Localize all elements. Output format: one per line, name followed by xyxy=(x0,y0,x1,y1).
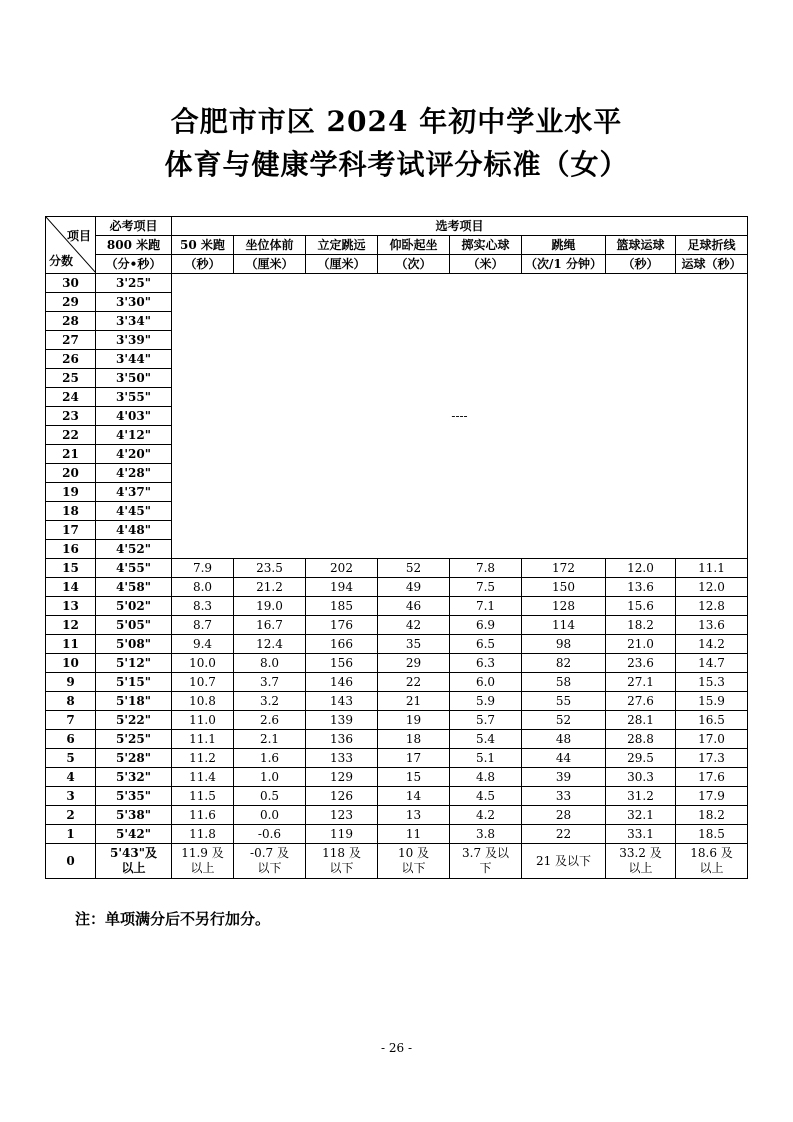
value-cell: 13 xyxy=(378,806,450,825)
value-cell: 5'42" xyxy=(96,825,172,844)
run800-cell: 4'28" xyxy=(96,464,172,483)
value-cell: 5'08" xyxy=(96,635,172,654)
value-cell: 17.3 xyxy=(676,749,748,768)
header-row-2 xyxy=(46,236,748,255)
value-cell: 123 xyxy=(306,806,378,825)
value-cell: 0.0 xyxy=(234,806,306,825)
value-cell: 156 xyxy=(306,654,378,673)
page-number: - 26 - xyxy=(380,1041,412,1055)
value-cell: 35 xyxy=(378,635,450,654)
value-cell: 11.4 xyxy=(172,768,234,787)
value-cell: 11.0 xyxy=(172,711,234,730)
value-cell: 4.8 xyxy=(450,768,522,787)
value-cell: 8.7 xyxy=(172,616,234,635)
value-cell: 28.8 xyxy=(606,730,676,749)
score-cell xyxy=(46,844,96,879)
score-cell: 2 xyxy=(46,806,96,825)
title-line-2: 体育与健康学科考试评分标准（女） xyxy=(164,148,629,181)
value-cell: 4'58" xyxy=(96,578,172,597)
score-cell: 20 xyxy=(46,464,96,483)
value-cell: 15.6 xyxy=(606,597,676,616)
value-cell: 126 xyxy=(306,787,378,806)
corner-label-score: 分数 xyxy=(49,254,74,268)
value-cell: 49 xyxy=(378,578,450,597)
value-cell: 0.5 xyxy=(234,787,306,806)
table-row xyxy=(46,274,748,293)
value-cell: 52 xyxy=(522,711,606,730)
threshold-line-1: 18.6 及 xyxy=(690,846,733,860)
score-cell: 10 xyxy=(46,654,96,673)
value-cell: 5'35" xyxy=(96,787,172,806)
table-row xyxy=(46,787,748,806)
threshold-line-2: 以上 xyxy=(628,861,653,875)
run800-cell: 4'48" xyxy=(96,521,172,540)
column-unit: （厘米） xyxy=(306,255,378,274)
value-cell: 13.6 xyxy=(606,578,676,597)
table-row xyxy=(46,578,748,597)
threshold-line-2: 以上 xyxy=(699,861,724,875)
corner-label-item: 项目 xyxy=(66,229,91,243)
score-cell: 27 xyxy=(46,331,96,350)
value-cell: 52 xyxy=(378,559,450,578)
threshold-line-1: 10 及 xyxy=(397,846,430,860)
value-cell: 17 xyxy=(378,749,450,768)
table-row-zero xyxy=(46,844,748,879)
value-cell: 3.8 xyxy=(450,825,522,844)
run800-cell: 3'34" xyxy=(96,312,172,331)
no-standard-placeholder: ---- xyxy=(172,274,748,559)
value-cell: 12.8 xyxy=(676,597,748,616)
value-cell: 11.8 xyxy=(172,825,234,844)
value-cell: 48 xyxy=(522,730,606,749)
threshold-line-1: 0 xyxy=(66,853,75,868)
value-cell: 11.1 xyxy=(676,559,748,578)
value-cell: 18.5 xyxy=(676,825,748,844)
value-cell: 12.0 xyxy=(676,578,748,597)
value-cell: 11 xyxy=(378,825,450,844)
table-row xyxy=(46,654,748,673)
value-cell: 129 xyxy=(306,768,378,787)
value-cell: 21.0 xyxy=(606,635,676,654)
threshold-cell xyxy=(450,844,522,879)
value-cell: 31.2 xyxy=(606,787,676,806)
value-cell: 98 xyxy=(522,635,606,654)
score-cell: 28 xyxy=(46,312,96,331)
column-unit: （次） xyxy=(378,255,450,274)
value-cell: 1.0 xyxy=(234,768,306,787)
scoring-table xyxy=(45,216,748,879)
run800-cell: 3'30" xyxy=(96,293,172,312)
value-cell: 114 xyxy=(522,616,606,635)
value-cell: 166 xyxy=(306,635,378,654)
score-cell: 29 xyxy=(46,293,96,312)
value-cell: 27.1 xyxy=(606,673,676,692)
table-row xyxy=(46,806,748,825)
corner-cell xyxy=(46,217,96,274)
column-header: 掷实心球 xyxy=(450,236,522,255)
value-cell: 4'55" xyxy=(96,559,172,578)
run800-cell: 4'52" xyxy=(96,540,172,559)
value-cell: 23.6 xyxy=(606,654,676,673)
score-cell: 5 xyxy=(46,749,96,768)
value-cell: 8.0 xyxy=(234,654,306,673)
threshold-line-2: 以下 xyxy=(257,861,282,875)
table-row xyxy=(46,673,748,692)
value-cell: 3.7 xyxy=(234,673,306,692)
value-cell: 3.2 xyxy=(234,692,306,711)
table-row xyxy=(46,825,748,844)
table-row xyxy=(46,616,748,635)
value-cell: 17.0 xyxy=(676,730,748,749)
score-cell: 18 xyxy=(46,502,96,521)
value-cell: 18.2 xyxy=(606,616,676,635)
score-cell: 9 xyxy=(46,673,96,692)
threshold-line-2: 以下 xyxy=(401,861,426,875)
value-cell: 33.1 xyxy=(606,825,676,844)
column-header: 坐位体前 xyxy=(234,236,306,255)
value-cell: 6.9 xyxy=(450,616,522,635)
value-cell: 9.4 xyxy=(172,635,234,654)
value-cell: 5.9 xyxy=(450,692,522,711)
value-cell: 58 xyxy=(522,673,606,692)
score-cell: 7 xyxy=(46,711,96,730)
column-header: 仰卧起坐 xyxy=(378,236,450,255)
threshold-line-1: -0.7 及 xyxy=(250,846,289,860)
column-unit: 运球（秒） xyxy=(676,255,748,274)
value-cell: 5'15" xyxy=(96,673,172,692)
column-unit: （次/1 分钟） xyxy=(522,255,606,274)
value-cell: 5'05" xyxy=(96,616,172,635)
score-cell: 11 xyxy=(46,635,96,654)
value-cell: 12.0 xyxy=(606,559,676,578)
threshold-line-2: 以上 xyxy=(121,861,146,875)
value-cell: 5.1 xyxy=(450,749,522,768)
value-cell: 21 xyxy=(378,692,450,711)
header-row-1 xyxy=(46,217,748,236)
value-cell: 194 xyxy=(306,578,378,597)
threshold-cell xyxy=(172,844,234,879)
value-cell: 33 xyxy=(522,787,606,806)
value-cell: 8.3 xyxy=(172,597,234,616)
run800-cell: 3'25" xyxy=(96,274,172,293)
value-cell: 146 xyxy=(306,673,378,692)
column-header: 立定跳远 xyxy=(306,236,378,255)
value-cell: 46 xyxy=(378,597,450,616)
value-cell: 5'12" xyxy=(96,654,172,673)
table-row xyxy=(46,692,748,711)
threshold-line-1: 118 及 xyxy=(322,846,361,860)
value-cell: 176 xyxy=(306,616,378,635)
value-cell: 1.6 xyxy=(234,749,306,768)
value-cell: 10.8 xyxy=(172,692,234,711)
value-cell: 6.3 xyxy=(450,654,522,673)
value-cell: 5'38" xyxy=(96,806,172,825)
score-cell: 1 xyxy=(46,825,96,844)
value-cell: 14.2 xyxy=(676,635,748,654)
table-row xyxy=(46,711,748,730)
required-group-header: 必考项目 xyxy=(96,217,172,236)
run800-cell: 3'39" xyxy=(96,331,172,350)
value-cell: 143 xyxy=(306,692,378,711)
score-cell: 17 xyxy=(46,521,96,540)
score-cell: 19 xyxy=(46,483,96,502)
footnote: 注：单项满分后不另行加分。 xyxy=(75,910,271,928)
value-cell: 21.2 xyxy=(234,578,306,597)
value-cell: 15 xyxy=(378,768,450,787)
threshold-cell xyxy=(96,844,172,879)
value-cell: 172 xyxy=(522,559,606,578)
value-cell: 139 xyxy=(306,711,378,730)
value-cell: 5'02" xyxy=(96,597,172,616)
value-cell: 15.3 xyxy=(676,673,748,692)
value-cell: 29 xyxy=(378,654,450,673)
value-cell: 55 xyxy=(522,692,606,711)
threshold-cell xyxy=(522,844,606,879)
value-cell: 7.5 xyxy=(450,578,522,597)
threshold-line-1: 33.2 及 xyxy=(619,846,662,860)
table-row xyxy=(46,635,748,654)
column-unit: （米） xyxy=(450,255,522,274)
column-header: 50 米跑 xyxy=(172,236,234,255)
header-row-3 xyxy=(46,255,748,274)
run800-cell: 4'37" xyxy=(96,483,172,502)
value-cell: 5.7 xyxy=(450,711,522,730)
value-cell: 42 xyxy=(378,616,450,635)
value-cell: 7.8 xyxy=(450,559,522,578)
value-cell: 14.7 xyxy=(676,654,748,673)
value-cell: 23.5 xyxy=(234,559,306,578)
column-unit: （秒） xyxy=(172,255,234,274)
threshold-cell xyxy=(306,844,378,879)
value-cell: 202 xyxy=(306,559,378,578)
threshold-cell xyxy=(378,844,450,879)
score-cell: 3 xyxy=(46,787,96,806)
value-cell: 22 xyxy=(378,673,450,692)
value-cell: 22 xyxy=(522,825,606,844)
table-row xyxy=(46,730,748,749)
value-cell: 15.9 xyxy=(676,692,748,711)
value-cell: 19 xyxy=(378,711,450,730)
score-cell: 22 xyxy=(46,426,96,445)
score-cell: 6 xyxy=(46,730,96,749)
value-cell: 32.1 xyxy=(606,806,676,825)
value-cell: 2.6 xyxy=(234,711,306,730)
column-unit: （厘米） xyxy=(234,255,306,274)
threshold-line-1: 21 及以下 xyxy=(535,853,592,868)
value-cell: 8.0 xyxy=(172,578,234,597)
score-cell: 4 xyxy=(46,768,96,787)
value-cell: 30.3 xyxy=(606,768,676,787)
threshold-line-2: 下 xyxy=(479,861,492,875)
value-cell: 5'25" xyxy=(96,730,172,749)
value-cell: 17.6 xyxy=(676,768,748,787)
value-cell: 4.5 xyxy=(450,787,522,806)
value-cell: 10.0 xyxy=(172,654,234,673)
threshold-cell xyxy=(676,844,748,879)
value-cell: 17.9 xyxy=(676,787,748,806)
score-cell: 24 xyxy=(46,388,96,407)
column-header: 篮球运球 xyxy=(606,236,676,255)
column-header: 800 米跑 xyxy=(96,236,172,255)
value-cell: 2.1 xyxy=(234,730,306,749)
value-cell: 11.5 xyxy=(172,787,234,806)
value-cell: 11.2 xyxy=(172,749,234,768)
run800-cell: 4'03" xyxy=(96,407,172,426)
run800-cell: 4'45" xyxy=(96,502,172,521)
column-header: 足球折线 xyxy=(676,236,748,255)
value-cell: 18.2 xyxy=(676,806,748,825)
score-cell: 14 xyxy=(46,578,96,597)
score-cell: 30 xyxy=(46,274,96,293)
run800-cell: 3'55" xyxy=(96,388,172,407)
score-cell: 16 xyxy=(46,540,96,559)
value-cell: 150 xyxy=(522,578,606,597)
table-row xyxy=(46,749,748,768)
value-cell: 4.2 xyxy=(450,806,522,825)
threshold-cell xyxy=(234,844,306,879)
score-cell: 15 xyxy=(46,559,96,578)
value-cell: 39 xyxy=(522,768,606,787)
value-cell: 119 xyxy=(306,825,378,844)
table-row xyxy=(46,768,748,787)
value-cell: 19.0 xyxy=(234,597,306,616)
value-cell: 28 xyxy=(522,806,606,825)
value-cell: 5'32" xyxy=(96,768,172,787)
title-line-1: 合肥市市区 2024 年初中学业水平 xyxy=(170,105,623,138)
value-cell: 11.1 xyxy=(172,730,234,749)
value-cell: 16.7 xyxy=(234,616,306,635)
value-cell: 5'18" xyxy=(96,692,172,711)
value-cell: 136 xyxy=(306,730,378,749)
value-cell: 29.5 xyxy=(606,749,676,768)
value-cell: 28.1 xyxy=(606,711,676,730)
value-cell: -0.6 xyxy=(234,825,306,844)
value-cell: 10.7 xyxy=(172,673,234,692)
column-header: 跳绳 xyxy=(522,236,606,255)
value-cell: 12.4 xyxy=(234,635,306,654)
value-cell: 82 xyxy=(522,654,606,673)
score-cell: 26 xyxy=(46,350,96,369)
run800-cell: 4'12" xyxy=(96,426,172,445)
column-unit: （秒） xyxy=(606,255,676,274)
optional-group-header: 选考项目 xyxy=(172,217,748,236)
table-row xyxy=(46,559,748,578)
threshold-line-2: 以上 xyxy=(190,861,215,875)
value-cell: 14 xyxy=(378,787,450,806)
value-cell: 18 xyxy=(378,730,450,749)
column-unit: （分•秒） xyxy=(96,255,172,274)
value-cell: 5'28" xyxy=(96,749,172,768)
value-cell: 7.9 xyxy=(172,559,234,578)
threshold-line-1: 3.7 及以 xyxy=(462,846,509,860)
score-cell: 13 xyxy=(46,597,96,616)
value-cell: 16.5 xyxy=(676,711,748,730)
value-cell: 133 xyxy=(306,749,378,768)
value-cell: 185 xyxy=(306,597,378,616)
score-cell: 12 xyxy=(46,616,96,635)
value-cell: 7.1 xyxy=(450,597,522,616)
value-cell: 6.5 xyxy=(450,635,522,654)
value-cell: 128 xyxy=(522,597,606,616)
run800-cell: 4'20" xyxy=(96,445,172,464)
threshold-line-2: 以下 xyxy=(329,861,354,875)
table-row xyxy=(46,597,748,616)
value-cell: 5'22" xyxy=(96,711,172,730)
value-cell: 44 xyxy=(522,749,606,768)
score-cell: 23 xyxy=(46,407,96,426)
threshold-cell xyxy=(606,844,676,879)
run800-cell: 3'44" xyxy=(96,350,172,369)
value-cell: 13.6 xyxy=(676,616,748,635)
value-cell: 11.6 xyxy=(172,806,234,825)
threshold-line-1: 5'43"及 xyxy=(110,846,157,860)
threshold-line-1: 11.9 及 xyxy=(181,846,224,860)
score-cell: 21 xyxy=(46,445,96,464)
value-cell: 27.6 xyxy=(606,692,676,711)
score-cell: 8 xyxy=(46,692,96,711)
value-cell: 5.4 xyxy=(450,730,522,749)
score-cell: 25 xyxy=(46,369,96,388)
value-cell: 6.0 xyxy=(450,673,522,692)
run800-cell: 3'50" xyxy=(96,369,172,388)
